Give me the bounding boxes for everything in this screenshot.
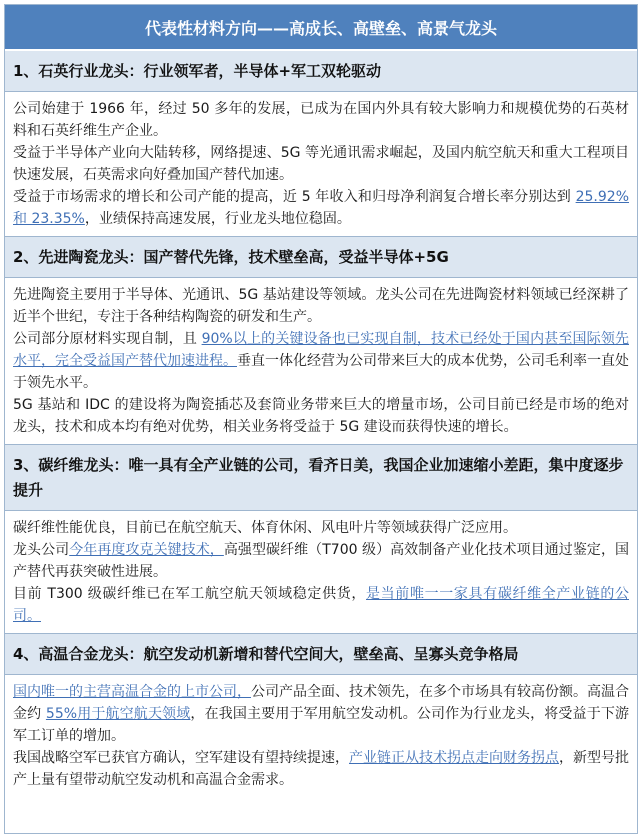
section-3-body (5, 511, 637, 633)
section-4-body (5, 675, 637, 797)
section-2-paragraph-3: 5G 基站和 IDC 的建设将为陶瓷插芯及套筒业务带来巨大的增量市场，公司目前已经是市场的绝对龙头，技术和成本均有绝对优势，相关业务将受益于 5G 建设而获得快速的增长。 (13, 397, 629, 435)
section-2-body (5, 278, 637, 444)
section-3-paragraph-1: 碳纤维性能优良，目前已在航空航天、体育休闲、风电叶片等领域获得广泛应用。 (13, 520, 517, 536)
section-3-highlight: 今年再度攻克关键技术， (69, 542, 224, 558)
section-1-highlight: 25.92%和 23.35% (13, 189, 629, 227)
section-1-paragraph-3 (13, 186, 629, 230)
section-2-heading: 2、先进陶瓷龙头：国产替代先锋，技术壁垒高，受益半导体+5G (5, 236, 637, 278)
section-4-heading: 4、高温合金龙头：航空发动机新增和替代空间大，壁垒高、呈寡头竞争格局 (5, 633, 637, 675)
section-4-text: ，新型号批产上量有望带动航空发动机和高温合金需求。 (13, 750, 629, 788)
section-1-heading: 1、石英行业龙头：行业领军者，半导体+军工双轮驱动 (5, 51, 637, 92)
section-1-body (5, 92, 637, 236)
section-4-text: 我国战略空军已获官方确认，空军建设有望持续提速， (13, 750, 349, 766)
section-1-paragraph-1: 公司始建于 1966 年，经过 50 多年的发展，已成为在国内外具有较大影响力和规模优势的石英材料和石英纤维生产企业。 (13, 101, 629, 139)
section-4-text: ，在我国主要用于军用航空发动机。公司作为行业龙头，将受益于下游军工订单的增加。 (13, 706, 630, 744)
section-3-highlight: 是当前唯一一家具有碳纤维全产业链的公司。 (13, 586, 629, 624)
section-2-text: 垂直一体化经营为公司带来巨大的成本优势，公司毛利率一直处于领先水平。 (13, 353, 629, 391)
section-2-paragraph-1: 先进陶瓷主要用于半导体、光通讯、5G 基站建设等领域。龙头公司在先进陶瓷材料领域已经深耕了近半个世纪，专注于各种结构陶瓷的研发和生产。 (13, 287, 629, 325)
section-2-highlight: 90%以上的关键设备也已实现自制，技术已经处于国内甚至国际领先水平，完全受益国产替代加速进程。 (13, 331, 629, 369)
section-3-paragraph-2 (13, 539, 629, 583)
section-4-highlight: 产业链正从技术拐点走向财务拐点 (349, 750, 559, 766)
section-3-heading: 3、碳纤维龙头：唯一具有全产业链的公司，看齐日美，我国企业加速缩小差距，集中度逐步提升 (5, 444, 637, 511)
section-2-paragraph-2 (13, 328, 629, 394)
section-3-text: 龙头公司 (13, 542, 70, 558)
document-table (4, 4, 638, 834)
section-4-highlight: 国内唯一的主营高温合金的上市公司， (13, 684, 251, 700)
section-3-text: 目前 T300 级碳纤维已在军工航空航天领域稳定供货， (13, 586, 367, 602)
section-1-text: ，业绩保持高速发展，行业龙头地位稳固。 (84, 211, 351, 227)
section-3-paragraph-3 (13, 583, 629, 627)
section-1-text: 受益于市场需求的增长和公司产能的提高，近 5 年收入和归母净利润复合增长率分别达到 (13, 189, 576, 205)
section-3-text: 高强型碳纤维（T700 级）高效制备产业化技术项目通过鉴定，国产替代再获突破性进展。 (13, 542, 630, 580)
section-4-text: 公司产品全面、技术领先，在多个市场具有较高份额。高温合金约 (13, 684, 629, 722)
document-title: 代表性材料方向——高成长、高壁垒、高景气龙头 (5, 5, 637, 51)
section-1-paragraph-2: 受益于半导体产业向大陆转移，网络提速、5G 等光通讯需求崛起，及国内航空航天和重大工程项目快速发展，石英需求向好叠加国产替代加速。 (13, 145, 629, 183)
section-4-paragraph-2 (13, 747, 629, 791)
section-4-paragraph-1 (13, 681, 629, 747)
section-4-highlight: 55%用于航空航天领域 (45, 706, 191, 722)
section-2-text: 公司部分原材料实现自制，且 (13, 331, 202, 347)
